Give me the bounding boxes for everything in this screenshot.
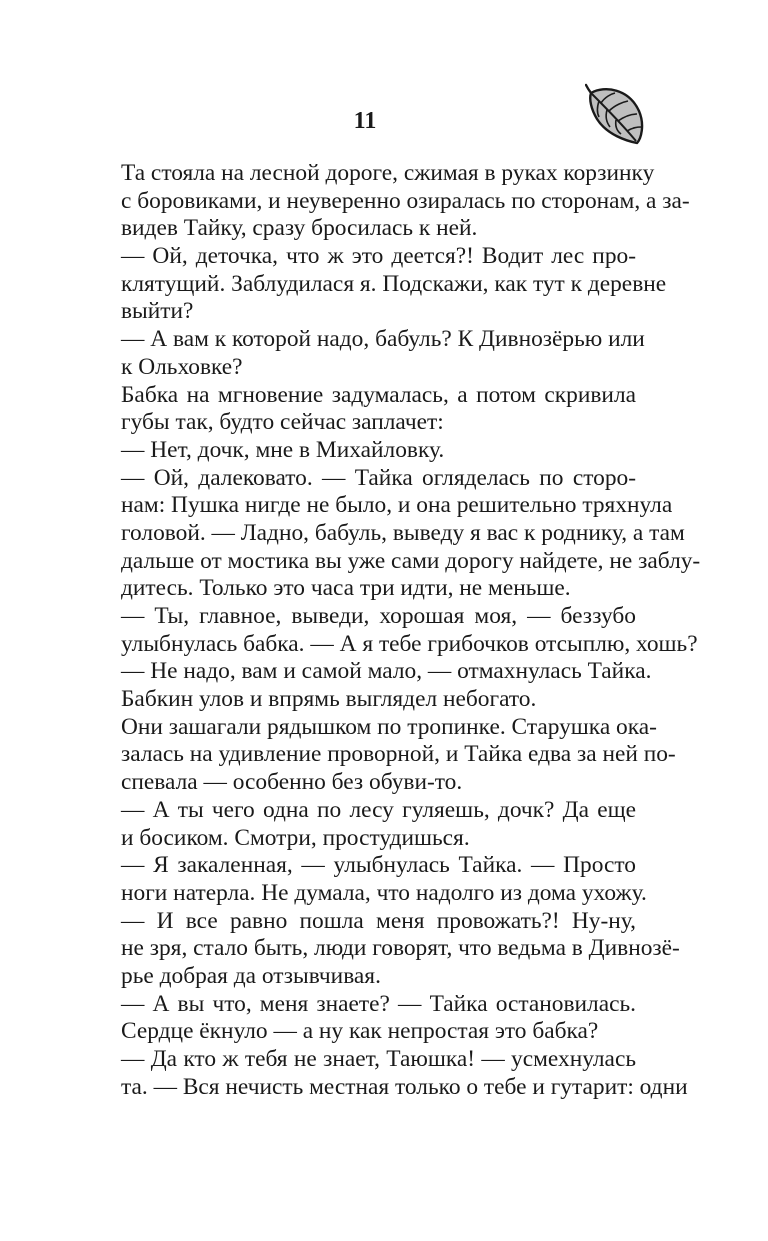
text-line: Сердце ёкнуло — а ну как непростая это бабка? [121, 1018, 599, 1045]
page-number: 11 [353, 108, 377, 134]
text-line: с боровиками, и неуверенно озиралась по сторонам, а за- [121, 187, 690, 214]
text-line: залась на удивление проворной, и Тайка едва за ней по- [121, 741, 676, 768]
text-line: спевала — особенно без обуви-то. [121, 769, 463, 796]
text-line: — Я закаленная, — улыбнулась Тайка. — Просто [121, 852, 636, 879]
text-line: головой. — Ладно, бабуль, выведу я вас к роднику, а там [121, 519, 685, 546]
text-line: — И все равно пошла меня провожать?! Ну-ну, [121, 907, 636, 934]
text-line: к Ольховке? [121, 353, 243, 380]
text-line: рье добрая да отзывчивая. [121, 962, 381, 989]
text-line: нам: Пушка нигде не было, и она решительно тряхнула [121, 492, 673, 519]
text-line: — Нет, дочк, мне в Михайловку. [121, 436, 445, 463]
leaf-icon [585, 83, 645, 147]
text-line: ноги натерла. Не думала, что надолго из дома ухожу. [121, 879, 647, 906]
text-line: клятущий. Заблудилася я. Подскажи, как тут к деревне [121, 270, 667, 297]
text-line: Та стояла на лесной дороге, сжимая в руках корзинку [121, 160, 655, 186]
text-line: — А вы что, меня знаете? — Тайка остановилась. [121, 990, 636, 1017]
text-line: — Не надо, вам и самой мало, — отмахнулась Тайка. [121, 658, 652, 685]
text-line: видев Тайку, сразу бросилась к ней. [121, 215, 478, 242]
text-line: выйти? [121, 298, 194, 325]
text-line: дитесь. Только это часа три идти, не меньше. [121, 575, 571, 602]
text-line: Они зашагали рядышком по тропинке. Старушка ока- [121, 713, 657, 740]
text-line: губы так, будто сейчас заплачет: [121, 409, 444, 436]
text-line: — Ой, деточка, что ж это деется?! Водит лес про- [121, 243, 636, 270]
text-line: улыбнулась бабка. — А я тебе грибочков отсыплю, хошь? [121, 630, 698, 657]
text-line: — А ты чего одна по лесу гуляешь, дочк? Да еще [121, 796, 636, 823]
text-line: — Да кто ж тебя не знает, Таюшка! — усмехнулась [121, 1046, 636, 1072]
text-line: Бабкин улов и впрямь выглядел небогато. [121, 686, 537, 713]
text-line: дальше от мостика вы уже сами дорогу найдете, не заблу- [121, 547, 701, 574]
text-line: и босиком. Смотри, простудишься. [121, 824, 470, 851]
text-line: — Ты, главное, выведи, хорошая моя, — беззубо [121, 603, 636, 629]
text-line: — А вам к которой надо, бабуль? К Дивнозёрью или [121, 326, 645, 353]
text-line: та. — Вся нечисть местная только о тебе и гутарит: одни [121, 1073, 688, 1100]
text-line: — Ой, далековато. — Тайка огляделась по сторо- [121, 464, 636, 491]
text-line: Бабка на мгновение задумалась, а потом скривила [121, 381, 636, 408]
text-line: не зря, стало быть, люди говорят, что ведьма в Дивнозё- [121, 935, 680, 962]
body-text [121, 160, 701, 1101]
